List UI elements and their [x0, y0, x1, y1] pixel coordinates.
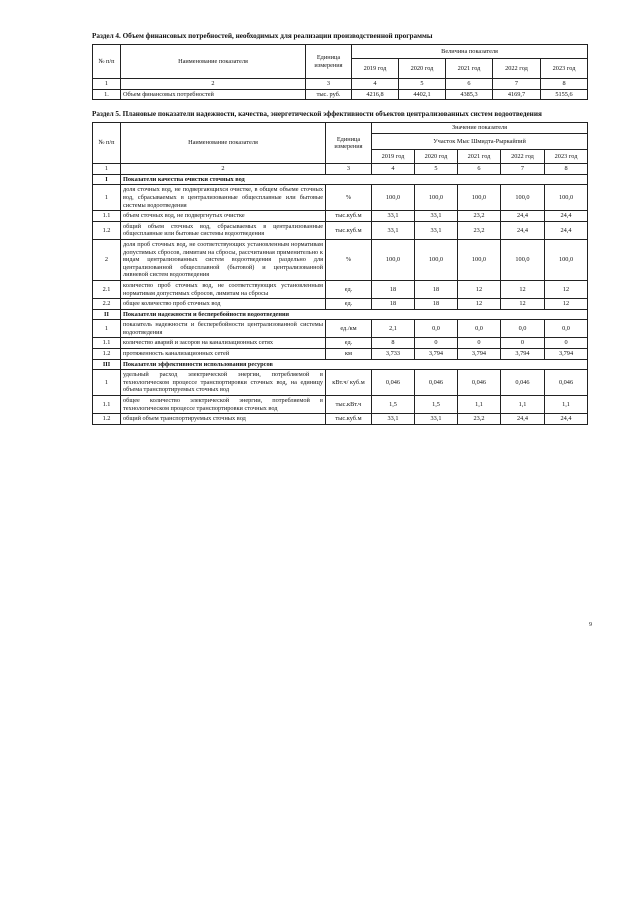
row-value: 4216,8 [352, 89, 399, 100]
row-value: 23,2 [458, 211, 501, 222]
row-value: 0,0 [415, 320, 458, 338]
row-value: 1,1 [458, 396, 501, 414]
col-number: 3 [306, 79, 352, 90]
column-numbers-row [93, 79, 588, 90]
header-year: 2021 год [446, 59, 493, 79]
row-unit: % [326, 185, 372, 211]
row-value: 0,0 [501, 320, 545, 338]
col-number: 4 [352, 79, 399, 90]
row-value: 1,1 [501, 396, 545, 414]
header-num: № п/п [93, 123, 121, 164]
group-num: III [93, 359, 121, 370]
row-num: 1.2 [93, 221, 121, 239]
row-value: 33,1 [415, 211, 458, 222]
row-num: 1. [93, 89, 121, 100]
group-row [93, 359, 588, 370]
row-unit: тыс.кВт.ч [326, 396, 372, 414]
row-num: 1.1 [93, 396, 121, 414]
col-number: 2 [121, 164, 326, 175]
group-title: Показатели эффективности использования ресурсов [121, 359, 588, 370]
row-unit: ед. [326, 338, 372, 349]
row-num: 1.1 [93, 211, 121, 222]
row-unit: ед. [326, 280, 372, 298]
header-values-group: Величина показателя [352, 45, 588, 59]
row-value: 3,794 [545, 349, 588, 360]
row-unit: кВт.ч/ куб.м [326, 370, 372, 396]
row-value: 23,2 [458, 414, 501, 425]
row-value: 12 [545, 280, 588, 298]
row-name: Объем финансовых потребностей [121, 89, 306, 100]
table-row [93, 185, 588, 211]
header-year: 2020 год [415, 150, 458, 164]
row-value: 5155,6 [541, 89, 588, 100]
row-value: 12 [501, 280, 545, 298]
col-number: 8 [545, 164, 588, 175]
row-value: 100,0 [372, 239, 415, 280]
row-value: 100,0 [458, 239, 501, 280]
col-number: 7 [493, 79, 541, 90]
table-row [93, 221, 588, 239]
row-name: общее количество электрической энергии, потребляемой в технологическом процессе транспортировки сточных вод [121, 396, 326, 414]
row-num: 2 [93, 239, 121, 280]
row-unit: ед. [326, 299, 372, 310]
row-value: 0,046 [458, 370, 501, 396]
row-value: 33,1 [372, 414, 415, 425]
table-row [93, 239, 588, 280]
page-number: 9 [589, 622, 592, 628]
header-year: 2023 год [541, 59, 588, 79]
row-num: 1 [93, 370, 121, 396]
row-name: доля сточных вод, не подвергающихся очистке, в общем объеме сточных вод, сбрасываемых в централизованные общесплавные или бытовые системы водоотведения [121, 185, 326, 211]
row-value: 24,4 [545, 414, 588, 425]
row-value: 33,1 [372, 221, 415, 239]
row-name: доля проб сточных вод, не соответствующих установленным нормативам допустимых сбросов, лимитам на сбросы, рассчитанная применительно к видам централизованных систем водоотведения раздельно для централизованной общесплавной (бытовой) и централизованной ливневой систем водоотведения [121, 239, 326, 280]
row-value: 0 [545, 338, 588, 349]
col-number: 1 [93, 164, 121, 175]
row-value: 0,046 [545, 370, 588, 396]
row-value: 3,794 [501, 349, 545, 360]
group-title: Показатели качества очистки сточных вод [121, 174, 588, 185]
header-num: № п/п [93, 45, 121, 79]
row-name: объем сточных вод, не подвергнутых очистке [121, 211, 326, 222]
row-num: 1.2 [93, 349, 121, 360]
row-value: 1,1 [545, 396, 588, 414]
row-value: 100,0 [415, 185, 458, 211]
row-value: 24,4 [545, 221, 588, 239]
row-value: 3,794 [458, 349, 501, 360]
row-value: 0,0 [458, 320, 501, 338]
table-row [93, 338, 588, 349]
row-value: 12 [545, 299, 588, 310]
row-value: 1,5 [372, 396, 415, 414]
row-name: удельный расход электрической энергии, потребляемой в технологическом процессе транспортировки сточных вод, на единицу объема транспортируемых сточных вод [121, 370, 326, 396]
row-name: количество аварий и засоров на канализационных сетях [121, 338, 326, 349]
header-year: 2023 год [545, 150, 588, 164]
table-row [93, 299, 588, 310]
col-number: 5 [415, 164, 458, 175]
group-num: I [93, 174, 121, 185]
header-name: Наименование показателя [121, 123, 326, 164]
table-row [93, 396, 588, 414]
indicators-table [92, 122, 588, 425]
row-name: количество проб сточных вод, не соответствующих установленным нормативам допустимых сбросов, лимитам на сбросы [121, 280, 326, 298]
table-row [93, 280, 588, 298]
section5-title: Раздел 5. Плановые показатели надежности, качества, энергетической эффективности объектов централизованных систем водоотведения [92, 110, 542, 119]
row-value: 33,1 [415, 221, 458, 239]
document-page [92, 32, 587, 425]
header-year: 2019 год [352, 59, 399, 79]
header-year: 2022 год [501, 150, 545, 164]
col-number: 6 [458, 164, 501, 175]
row-value: 0,046 [415, 370, 458, 396]
header-year: 2019 год [372, 150, 415, 164]
row-name: показатель надежности и бесперебойности централизованной системы водоотведения [121, 320, 326, 338]
row-num: 1 [93, 185, 121, 211]
row-value: 100,0 [545, 239, 588, 280]
col-number: 2 [121, 79, 306, 90]
column-numbers-row [93, 164, 588, 175]
table-row [93, 89, 588, 100]
group-row [93, 174, 588, 185]
row-value: 100,0 [372, 185, 415, 211]
financial-needs-table [92, 44, 588, 100]
row-value: 4385,3 [446, 89, 493, 100]
row-value: 100,0 [415, 239, 458, 280]
header-year: 2020 год [399, 59, 446, 79]
table-row [93, 211, 588, 222]
row-value: 0,046 [372, 370, 415, 396]
row-value: 24,4 [501, 221, 545, 239]
header-name: Наименование показателя [121, 45, 306, 79]
table-row [93, 320, 588, 338]
table-row [93, 349, 588, 360]
table-row [93, 370, 588, 396]
row-value: 4169,7 [493, 89, 541, 100]
row-value: 23,2 [458, 221, 501, 239]
row-unit: тыс.куб.м [326, 414, 372, 425]
row-num: 1.2 [93, 414, 121, 425]
row-value: 33,1 [372, 211, 415, 222]
group-num: II [93, 309, 121, 320]
row-unit: тыс.куб.м [326, 221, 372, 239]
col-number: 7 [501, 164, 545, 175]
header-unit: Единица измерения [306, 45, 352, 79]
header-year: 2022 год [493, 59, 541, 79]
col-number: 8 [541, 79, 588, 90]
row-value: 100,0 [501, 239, 545, 280]
row-value: 0 [458, 338, 501, 349]
header-site: Участок Мыс Шмидта-Рыркайпий [372, 134, 588, 150]
row-value: 0 [501, 338, 545, 349]
row-value: 100,0 [458, 185, 501, 211]
row-num: 1 [93, 320, 121, 338]
row-value: 0,0 [545, 320, 588, 338]
row-value: 100,0 [545, 185, 588, 211]
row-value: 1,5 [415, 396, 458, 414]
col-number: 6 [446, 79, 493, 90]
row-value: 3,794 [415, 349, 458, 360]
row-num: 2.1 [93, 280, 121, 298]
row-unit: % [326, 239, 372, 280]
row-name: протяженность канализационных сетей [121, 349, 326, 360]
row-name: общий объем транспортируемых сточных вод [121, 414, 326, 425]
col-number: 3 [326, 164, 372, 175]
row-value: 100,0 [501, 185, 545, 211]
row-value: 12 [501, 299, 545, 310]
row-num: 2.2 [93, 299, 121, 310]
section4-title: Раздел 4. Объем финансовых потребностей, необходимых для реализации производственной программы [92, 32, 433, 40]
table-row [93, 414, 588, 425]
row-num: 1.1 [93, 338, 121, 349]
row-unit: км [326, 349, 372, 360]
header-values-group: Значение показателя [372, 123, 588, 134]
group-title: Показатели надежности и бесперебойности водоотведения [121, 309, 588, 320]
header-unit: Единица измерения [326, 123, 372, 164]
row-value: 2,1 [372, 320, 415, 338]
row-value: 24,4 [545, 211, 588, 222]
row-value: 0,046 [501, 370, 545, 396]
row-value: 18 [415, 299, 458, 310]
row-value: 18 [372, 299, 415, 310]
row-unit: ед./км [326, 320, 372, 338]
row-value: 24,4 [501, 414, 545, 425]
group-row [93, 309, 588, 320]
row-unit: тыс. руб. [306, 89, 352, 100]
col-number: 1 [93, 79, 121, 90]
row-value: 8 [372, 338, 415, 349]
row-value: 33,1 [415, 414, 458, 425]
col-number: 5 [399, 79, 446, 90]
row-value: 18 [372, 280, 415, 298]
row-value: 12 [458, 280, 501, 298]
row-value: 18 [415, 280, 458, 298]
row-unit: тыс.куб.м [326, 211, 372, 222]
row-name: общий объем сточных вод, сбрасываемых в централизованные общесплавные или бытовые системы водоотведения [121, 221, 326, 239]
row-value: 24,4 [501, 211, 545, 222]
header-year: 2021 год [458, 150, 501, 164]
col-number: 4 [372, 164, 415, 175]
row-value: 4402,1 [399, 89, 446, 100]
row-value: 12 [458, 299, 501, 310]
row-name: общее количество проб сточных вод [121, 299, 326, 310]
row-value: 3,733 [372, 349, 415, 360]
row-value: 0 [415, 338, 458, 349]
